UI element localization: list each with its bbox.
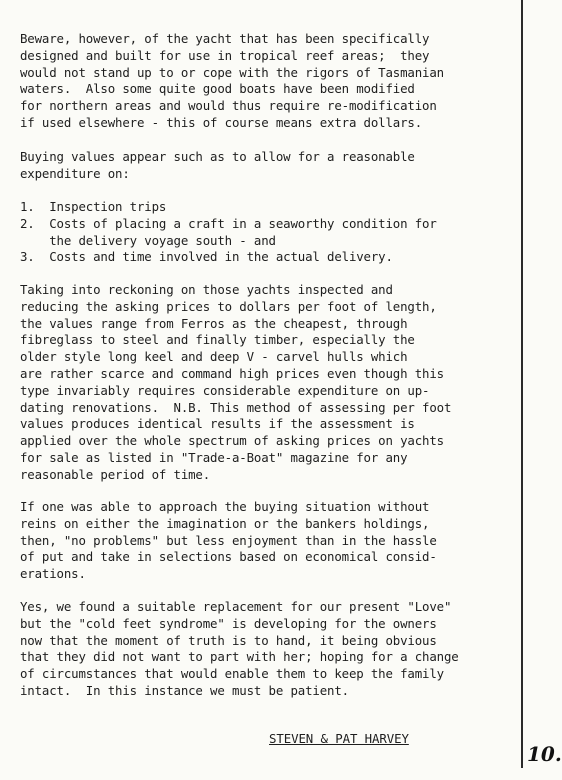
margin-rule bbox=[521, 0, 523, 768]
paragraph-price-per-foot: Taking into reckoning on those yachts inspected and reducing the asking prices to dollars per foot of length, the values range from Ferros as the cheapest, through fibreglass to steel and finally timber, especially the older style long keel and deep V - carvel hulls which are rather scarce and command high prices even though this type invariably requires considerable expenditure on up- dating renovations. N.B. This method of assessing per foot values produces identical results if the assessment is applied over the whole spectrum of asking prices on yachts for sale as listed in "Trade-a-Boat" magazine for any reasonable period of time. bbox=[20, 282, 452, 482]
paragraph-buying-situation: If one was able to approach the buying situation without reins on either the imagination or the bankers holdings, then, "no problems" but less enjoyment than in the hassle of put and take in selections based on economical consid- erations. bbox=[20, 499, 437, 582]
paragraph-buying-values: Buying values appear such as to allow for a reasonable expenditure on: bbox=[20, 149, 415, 181]
page-number: 10. bbox=[527, 742, 562, 766]
author-signature: STEVEN & PAT HARVEY bbox=[269, 731, 409, 746]
paragraph-tropical-yachts: Beware, however, of the yacht that has been specifically designed and built for use in tropical reef areas; they would not stand up to or cope with the rigors of Tasmanian waters. Also some quite good boats have been modified for northern areas and would thus require re-modification if used elsewhere - this of course means extra dollars. bbox=[20, 31, 444, 130]
paragraph-replacement: Yes, we found a suitable replacement for our present "Love" but the "cold feet syndrome" is developing for the owners now that the moment of truth is to hand, it being obvious that they did not want to part with her; hoping for a change of circumstances that would enable them to keep the family intact. In this instance we must be patient. bbox=[20, 599, 459, 698]
expenditure-list: 1. Inspection trips 2. Costs of placing a craft in a seaworthy condition for the delivery voyage south - and 3. Costs and time involved in the actual delivery. bbox=[20, 199, 437, 265]
